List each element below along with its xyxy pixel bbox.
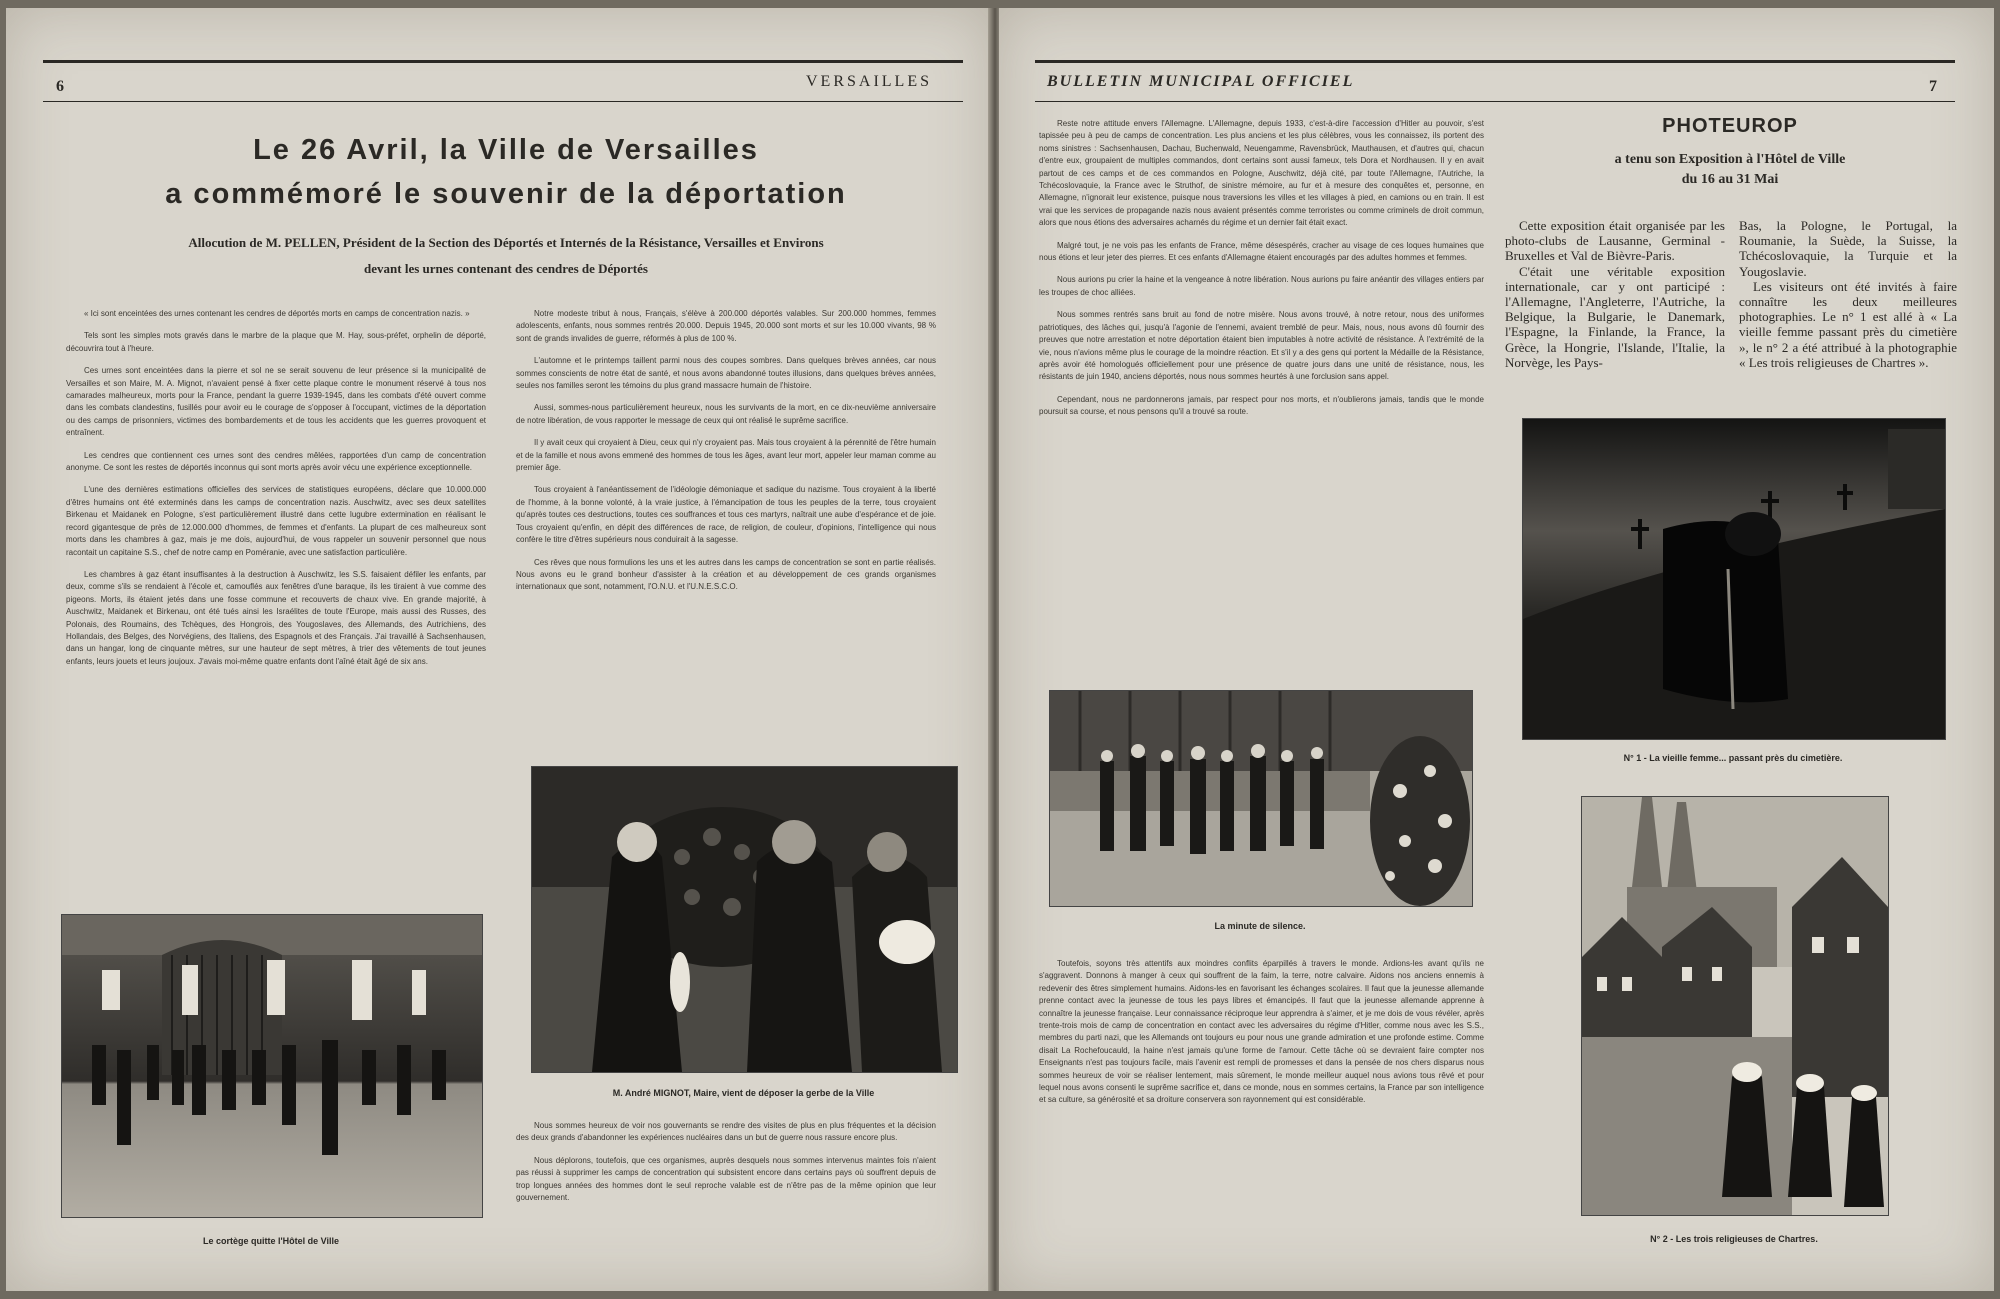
paragraph: L'automne et le printemps taillent parmi nous des coupes sombres. Dans quelques brèves années, car nous sommes conscients de notre état de santé, et nous avons abandonné toutes illusions, dans quelques brèves années, seules nos familles seront les témoins du plus grand massacre humain de l'histoire. — [516, 356, 936, 391]
paragraph: Tous croyaient à l'anéantissement de l'idéologie démoniaque et sadique du nazisme. Tous croyaient à la liberté de l'homme, à la bonne volonté, à la vraie justice, à l'émancipation de tous les peuples de la terre, tous croyaient qu'après toutes ces destructions, toutes ces souffrances et tous ces martyrs, naîtrait une aube d'espérance et de joie. Tous croyaient qu'enfin, en dépit des différences de race, de religion, de couleur, d'opinions, l'intelligence qui nous confère le titre d'êtres supérieurs nous conduirait à la sagesse. — [516, 485, 936, 545]
paragraph: Ces urnes sont enceintées dans la pierre et sol ne se serait souvenu de leur présence si la municipalité de Versailles et son Maire, M. A. Mignot, n'avaient pensé à fixer cette plaque contre le monument réservé à tous nos camarades malheureux, morts pour la France, pendant la guerre 1939-1945, dans les combats d'été ouvert comme dans les combats clandestins, fusillés pour avoir eu le courage de s'opposer à l'occupant, victimes de la déportation ou des camps de prisonniers, victimes des bombardements et de tous les accidents que les guerres provoquent et entraînent. — [66, 366, 486, 438]
photo-caption: Le cortège quitte l'Hôtel de Ville — [202, 1236, 339, 1246]
paragraph: Nous déplorons, toutefois, que ces organismes, auprès desquels nous sommes intervenus maintes fois n'aient pas réussi à supprimer les camps de concentration qui subsistent encore dans certains pays où souffrent depuis de trop longues années des hommes dont le seul reproche valable est de n'être pas de la même opinion que leur gouvernement. — [516, 1155, 936, 1203]
photeurop-subtitle — [1520, 150, 1940, 190]
paragraph: Cette exposition était organisée par les photo-clubs de Lausanne, Germinal - Bruxelles et Val de Bièvre-Paris. — [1505, 218, 1725, 264]
header-rule — [1035, 60, 1955, 63]
header-rule — [43, 60, 963, 63]
paragraph: Notre modeste tribut à nous, Français, s'élève à 200.000 déportés valables. Sur 200.000 hommes, femmes adolescents, enfants, nous sommes rentrés 20.000. Depuis 1945, 20.000 sont morts et sur les 10.000 vivants, 98 % sont de grands invalides de guerre, réformés à plus de 100 %. — [516, 309, 936, 343]
article-column-3 — [1039, 118, 1484, 429]
subtitle-line-1: a tenu son Exposition à l'Hôtel de Ville — [1614, 152, 1846, 167]
right-page — [999, 8, 1994, 1291]
paragraph: Ces rêves que nous formulions les uns et les autres dans les camps de concentration se sont en partie réalisés. Nous avons eu le grand bonheur d'assister à la création et au développement de ces grands organismes internationaux que sont, notamment, l'O.N.U. et l'U.N.E.S.C.O. — [516, 557, 936, 592]
paragraph: Nous sommes heureux de voir nos gouvernants se rendre des visites de plus en plus fréquentes et la décision des deux grands d'abandonner les expériences nucléaires dans un but de guerre nous rassure encore plus. — [516, 1121, 936, 1143]
photo-nuns-chartres — [1581, 796, 1889, 1216]
paragraph: Il y avait ceux qui croyaient à Dieu, ceux qui n'y croyaient pas. Mais tous croyaient à la pérennité de l'être humain et de la famille et nous avons emmené des hommes de tous les âges, avant leur mort, appeler leur maman comme au premier âge. — [516, 438, 936, 473]
headline-line-1: Le 26 Avril, la Ville de Versailles — [253, 134, 759, 166]
paragraph: Les cendres que contiennent ces urnes sont des cendres mêlées, rapportées d'un camp de concentration anonyme. Ce sont les restes de déportés inconnus qui sont morts après avoir vécu une expérience exceptionnelle. — [66, 450, 486, 473]
paragraph: Reste notre attitude envers l'Allemagne. L'Allemagne, depuis 1933, c'est-à-dire l'accession d'Hitler au pouvoir, s'est tapissée peu à peu de camps de concentration. Les plus anciens et les plus célèbres, vous les connaissez, ils portent des noms sinistres : Sachsenhausen, Dachau, Buchenwald, Neuengamme, Ravensbrück, Mauthausen, et d'autres qui, chacun d'entre eux, groupaient de multiples commandos, dont certains sont aussi fameux, tels Dora et Nordhausen. Il y en avait partout de ces camps et de ces commandos en Pologne, Auschwitz, déjà cité, par toute l'Allemagne, l'Autriche, la Tchécoslovaquie, la France avec le Struthof, de sinistre mémoire, au fur et à mesure des conquêtes et, personne, en Allemagne, n'ignorait leur existence, puisque nous traversions les villes et les villages à pied, en camions ou en train. Il est vrai que les services de propagande nazis nous avaient présentés comme terroristes ou comme criminels de droit commun, alors que nous étions des adversaires acharnés du régime et un dernier fait était exact. — [1039, 119, 1484, 228]
page-number: 7 — [1929, 78, 1937, 95]
header-rule-thin — [1035, 101, 1955, 102]
photo-caption: La minute de silence. — [1214, 921, 1306, 931]
photo-caption: N° 1 - La vieille femme... passant près du cimetière. — [1623, 753, 1843, 763]
header-rule-thin — [43, 101, 963, 102]
headline-line-2: a commémoré le souvenir de la déportation — [165, 178, 847, 210]
paragraph: L'une des dernières estimations officielles des services de statistiques européens, déclare que 10.000.000 d'êtres humains ont été exterminés dans les camps de concentration nazis. Auschwitz, avec ses deux satellites Birkenau et Maidanek en Pologne, s'est particulièrement illustré dans cette lugubre extermination en réalisant le record gigantesque de près de 12.000.000 d'hommes, de femmes et d'enfants. La plupart de ces malheureux sont morts dans les chambres à gaz, mais je me dois, aujourd'hui, de vous rappeler un souvenir personnel que nous racontait un capitaine S.S., chef de notre camp en Poméranie, avec une satisfaction particulière. — [66, 485, 486, 557]
page-number: 6 — [56, 78, 64, 95]
subtitle-line-2: du 16 au 31 Mai — [1681, 172, 1779, 187]
photo-minute-of-silence — [1049, 690, 1473, 907]
article-headline — [66, 128, 946, 216]
article-byline — [76, 230, 936, 282]
paragraph: Bas, la Pologne, le Portugal, la Roumanie, la Suède, la Suisse, la Tchécoslovaquie, la Turquie et la Yougoslavie. — [1739, 218, 1957, 279]
paragraph: Nous aurions pu crier la haine et la vengeance à notre libération. Nous aurions pu faire anéantir des villages entiers par les troupes de choc alliées. — [1039, 275, 1484, 297]
photo-mayor-wreath — [531, 766, 958, 1073]
article-column-1 — [66, 308, 486, 678]
paragraph: Nous sommes rentrés sans bruit au fond de notre misère. Nous avons trouvé, à notre retour, nous des uniformes patriotiques, des lâches qui, jusqu'à l'agonie de l'ennemi, avaient tremblé de peur. Mais, nous, nous avons dû fournir des preuves que notre arrestation et notre déportation étaient bien imputables à notre activité de résistance. À l'extrémité de la vie, nous n'avions même plus le courage de la moindre réaction. Et s'il y a des gens qui portent la Médaille de la Résistance, après avoir été homologués officiellement pour une présence de quatre jours dans une unité de résistance, nous, les résistants de juin 1940, anciens déportés, nous nous sommes heurtés à une forclusion sans appel. — [1039, 310, 1484, 382]
photo-caption: M. André MIGNOT, Maire, vient de déposer la gerbe de la Ville — [612, 1088, 875, 1098]
byline-line-2: devant les urnes contenant des cendres de Déportés — [364, 261, 648, 276]
running-head: VERSAILLES — [806, 73, 932, 90]
paragraph: Malgré tout, je ne vois pas les enfants de France, même désespérés, cracher au visage de ces loques humaines que nous étions et leur jeter des pierres. Et ces enfants d'Allemagne étaient encouragés par des adultes hommes et femmes. — [1039, 240, 1484, 263]
running-head: BULLETIN MUNICIPAL OFFICIEL — [1047, 73, 1355, 90]
left-page — [6, 8, 991, 1291]
article-column-2-continued — [516, 1120, 936, 1214]
photeurop-column-a — [1505, 218, 1725, 370]
paragraph: Les chambres à gaz étant insuffisantes à la destruction à Auschwitz, les S.S. faisaient défiler les enfants, par deux, comme s'ils se rendaient à l'école et, camouflés aux fenêtres d'une baraque, ils les tiraient à vue comme des pigeons. Morts, ils étaient jetés dans une fosse commune et recouverts de chaux vive. En grande majorité, à Auschwitz, Maidanek et Birkenau, ont été tués ainsi les Israélites de toute l'Europe, mais aussi des Russes, des Polonais, des Roumains, des Tchèques, des Hongrois, des Yougoslaves, des Allemands, des Autrichiens, des Hollandais, des Belges, des Norvégiens, des Italiens, des Espagnols et des Français. J'ai travaillé à Sachsenhausen, dans un hangar, long de cinquante mètres, sur une hauteur de sept mètres, à trier des vêtements de tout jeunes enfants, leurs jouets et leurs joujoux. J'avais moi-même quatre enfants dont l'aîné était âgé de six ans. — [66, 569, 486, 666]
article-column-3-continued — [1039, 958, 1484, 1117]
photeurop-column-b — [1739, 218, 1957, 370]
paragraph: Aussi, sommes-nous particulièrement heureux, nous les survivants de la mort, en ce dix-neuvième anniversaire de notre libération, de vous rapporter le message de ceux qui ont réalisé le suprême sacrifice. — [516, 403, 936, 425]
photeurop-header — [1520, 115, 1940, 190]
photo-old-woman-cemetery — [1522, 418, 1946, 740]
article-column-2 — [516, 308, 936, 604]
paragraph: Toutefois, soyons très attentifs aux moindres conflits éparpillés à travers le monde. Ardions-les avant qu'ils ne s'aggravent. Donnons à manger à ceux qui souffrent de la faim, la terre, notre calvaire. Aidons nos anciens ennemis à redevenir des êtres simplement humains. Aidons-les en favorisant les échanges scolaires. Il faut que la jeunesse allemande prenne contact avec la jeunesse de tous les pays libres et émancipés. Il faut que la jeunesse allemande apprenne à connaître la jeunesse française. Leur connaissance réciproque leur apprendra à s'aimer, et je me dois de vous révéler, après trente-trois mois de camp de concentration en contact avec les adversaires du régime d'Hitler, comme nous avec les S.S., membres du parti nazi, que les Allemands ont toujours eu pour nous une grande admiration et une profonde estime. Comme disait La Rochefoucauld, la haine n'est jamais qu'une forme de l'amour. Cette tâche où se devraient faire compter nos Enseignants n'est pas toujours facile, mais l'avenir est rempli de promesses et dans la pensée de nos chers disparus nous sommes heureux de voir se réaliser lentement, mais sûrement, le monde meilleur auquel nous avions tous rêvé et pour lequel nous avons consenti le suprême sacrifice et, dans ce monde, nous en sommes certains, la France par son intelligence et sa culture, sa générosité et sa droiture conservera son rayonnement qui est considérable. — [1039, 959, 1484, 1105]
paragraph: Les visiteurs ont été invités à faire connaître les deux meilleures photographies. Le n° 1 est allé à « La vieille femme passant près du cimetière », le n° 2 a été attribué à la photographie « Les trois religieuses de Chartres ». — [1739, 278, 1957, 370]
photo-cortege — [61, 914, 483, 1218]
photo-caption: N° 2 - Les trois religieuses de Chartres. — [1650, 1234, 1818, 1244]
paragraph: « Ici sont enceintées des urnes contenant les cendres de déportés morts en camps de concentration nazis. » — [84, 309, 470, 318]
paragraph: Tels sont les simples mots gravés dans le marbre de la plaque que M. Hay, sous-préfet, orphelin de déporté, découvrira tout à l'heure. — [66, 331, 486, 353]
photeurop-title: PHOTEUROP — [1662, 115, 1798, 137]
paragraph: Cependant, nous ne pardonnerons jamais, par respect pour nos morts, et n'oublierons jamais, tandis que le monde poursuit sa course, et nous pensons qu'il a trouvé sa route. — [1039, 394, 1484, 417]
byline-line-1: Allocution de M. PELLEN, Président de la Section des Déportés et Internés de la Résistance, Versailles et Environs — [188, 235, 824, 250]
paragraph: C'était une véritable exposition internationale, car y ont participé : l'Allemagne, l'Angleterre, l'Autriche, la Belgique, la Bulgarie, le Danemark, l'Espagne, la Finlande, la France, la Grèce, la Hongrie, l'Islande, l'Italie, la Norvège, les Pays- — [1505, 263, 1725, 370]
